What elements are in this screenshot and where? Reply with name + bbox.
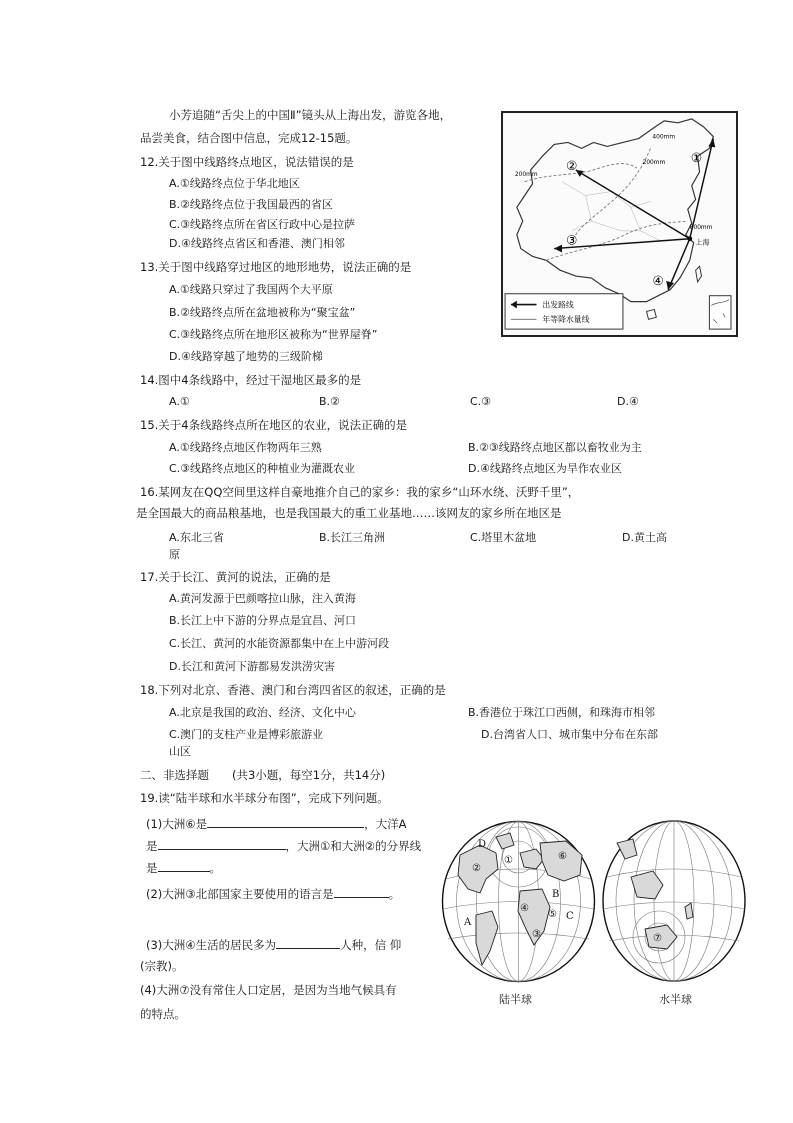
land-label-a: A bbox=[464, 917, 472, 928]
route-2-label: ② bbox=[565, 158, 578, 174]
question-19-stem: 19.读“陆半球和水半球分布图”，完成下列问题。 bbox=[140, 791, 389, 805]
route-2-line bbox=[576, 170, 690, 239]
china-map-svg bbox=[503, 113, 736, 335]
q12-option-c[interactable]: C.③线路终点所在省区行政中心是拉萨 bbox=[169, 218, 356, 231]
isoline-400-label: 400mm bbox=[652, 134, 676, 141]
isoline-200a-label: 200mm bbox=[514, 171, 538, 178]
land-label-2: ② bbox=[472, 863, 481, 874]
route-4-arrowhead bbox=[666, 281, 674, 290]
land-label-b: B bbox=[552, 889, 560, 900]
section-2-info: (共3小题，每空1分，共14分) bbox=[232, 768, 386, 782]
q19-part-4-line-1: (4)大洲⑦没有常住人口定居，是因为当地气候具有 bbox=[140, 983, 397, 997]
taiwan-island bbox=[696, 266, 702, 282]
q18-option-d-wrap: 山区 bbox=[169, 745, 191, 758]
q14-option-d[interactable]: D.④ bbox=[617, 395, 639, 408]
land-label-c: C bbox=[566, 911, 574, 922]
land-hemisphere-globe bbox=[440, 819, 597, 984]
q19-part-3-line-2: (宗教)。 bbox=[140, 959, 184, 973]
question-18-stem: 18.下列对北京、香港、澳门和台湾四省区的叙述，正确的是 bbox=[140, 683, 446, 697]
q19-p3-label: (3)大洲④生活的居民多为 bbox=[146, 938, 277, 952]
q15-option-c[interactable]: C.③线路终点地区的种植业为灌溉农业 bbox=[169, 462, 356, 475]
water-hemisphere-svg bbox=[601, 819, 747, 983]
q12-option-d[interactable]: D.④线路终点省区和香港、澳门相邻 bbox=[169, 237, 345, 250]
isoline-200b-label: 200mm bbox=[642, 160, 666, 167]
q16-option-a[interactable]: A.东北三省 bbox=[169, 531, 224, 544]
q19-part-3-line-1 bbox=[146, 936, 401, 952]
q19-blank-ocean-a[interactable] bbox=[158, 837, 286, 850]
q12-option-a[interactable]: A.①线路终点位于华北地区 bbox=[169, 177, 300, 190]
q15-option-b[interactable]: B.②③线路终点地区都以畜牧业为主 bbox=[468, 441, 642, 454]
question-16-stem: 16.某网友在QQ空间里这样自豪地推介自己的家乡：我的家乡“山环水绕、沃野千里”， bbox=[140, 485, 580, 499]
q18-option-a[interactable]: A.北京是我国的政治、经济、文化中心 bbox=[169, 706, 356, 719]
q19-p1-is: 是 bbox=[146, 839, 158, 853]
water-hemisphere-globe bbox=[601, 819, 747, 983]
q17-option-b[interactable]: B.长江上中下游的分界点是宜昌、河口 bbox=[169, 614, 357, 627]
q14-option-b[interactable]: B.② bbox=[319, 395, 340, 408]
q18-option-c[interactable]: C.澳门的支柱产业是博彩旅游业 bbox=[169, 728, 324, 741]
water-hemisphere-caption: 水半球 bbox=[659, 993, 692, 1006]
q15-option-a[interactable]: A.①线路终点地区作物两年三熟 bbox=[169, 441, 322, 454]
q18-option-d[interactable]: D.台湾省人口、城市集中分布在东部 bbox=[481, 728, 658, 741]
q19-p1-is-2: 是 bbox=[146, 861, 158, 875]
q12-option-b[interactable]: B.②线路终点位于我国最西的省区 bbox=[169, 198, 333, 211]
q13-option-d[interactable]: D.④线路穿越了地势的三级阶梯 bbox=[169, 350, 323, 363]
isoline-800-label: 800mm bbox=[689, 224, 713, 231]
question-12-stem: 12.关于图中线路终点地区，说法错误的是 bbox=[140, 155, 354, 169]
hainan-island bbox=[647, 309, 657, 319]
q19-p1-boundary: ，大洲①和大洲②的分界线 bbox=[285, 839, 422, 853]
shanghai-label: 上海 bbox=[695, 238, 710, 247]
route-4-label: ④ bbox=[652, 273, 664, 289]
question-14-stem: 14.图中4条线路中，经过干湿地区最多的是 bbox=[140, 373, 362, 387]
question-13-stem: 13.关于图中线路穿过地区的地形地势，说法正确的是 bbox=[140, 260, 412, 274]
q13-option-c[interactable]: C.③线路终点所在地形区被称为“世界屋脊” bbox=[169, 328, 378, 341]
q19-part-2 bbox=[146, 885, 400, 901]
q14-option-c[interactable]: C.③ bbox=[470, 395, 492, 408]
land-label-6: ⑥ bbox=[558, 851, 567, 862]
q17-option-c[interactable]: C.长江、黄河的水能资源都集中在上中游河段 bbox=[169, 637, 390, 650]
q13-option-b[interactable]: B.②线路终点所在盆地被称为“聚宝盆” bbox=[169, 306, 356, 319]
legend-isoline-label: 年等降水量线 bbox=[542, 315, 590, 325]
section-2-heading: 二、非选择题 bbox=[140, 768, 209, 782]
route-3-label: ③ bbox=[565, 233, 578, 249]
water-label-7: ⑦ bbox=[653, 933, 662, 944]
q19-p1-ocean-a: ，大洋A bbox=[364, 817, 407, 831]
china-outline bbox=[514, 119, 713, 302]
china-route-map bbox=[501, 111, 738, 337]
q19-blank-race[interactable] bbox=[276, 936, 340, 949]
q19-part-4-line-2: 的特点。 bbox=[140, 1007, 186, 1021]
question-17-stem: 17.关于长江、黄河的说法，正确的是 bbox=[140, 570, 331, 584]
q18-option-b[interactable]: B.香港位于珠江口西侧，和珠海市相邻 bbox=[468, 706, 656, 719]
q16-option-c[interactable]: C.塔里木盆地 bbox=[470, 531, 537, 544]
q16-option-d-wrap: 原 bbox=[169, 548, 180, 561]
q19-p1-end: 。 bbox=[209, 861, 221, 875]
q19-blank-boundary[interactable] bbox=[158, 859, 210, 872]
land-label-1: ① bbox=[504, 855, 513, 866]
land-hemisphere-caption: 陆半球 bbox=[499, 993, 532, 1006]
q17-option-d[interactable]: D.长江和黄河下游都易发洪涝灾害 bbox=[169, 660, 335, 673]
q19-part-1-line-2 bbox=[146, 837, 421, 853]
q16-option-b[interactable]: B.长江三角洲 bbox=[319, 531, 386, 544]
q19-p2-label: (2)大洲③北部国家主要使用的语言是 bbox=[146, 887, 334, 901]
land-label-4: ④ bbox=[520, 903, 529, 914]
q16-option-d[interactable]: D.黄土高 bbox=[622, 531, 667, 544]
intro-line-2: 品尝美食，结合图中信息，完成12-15题。 bbox=[140, 131, 358, 145]
route-1-label: ① bbox=[690, 151, 703, 167]
route-4-line bbox=[668, 239, 690, 290]
q19-part-1-line-3 bbox=[146, 859, 221, 875]
q19-blank-continent-6[interactable] bbox=[207, 815, 364, 828]
q14-option-a[interactable]: A.① bbox=[169, 395, 190, 408]
land-hemisphere-svg bbox=[440, 819, 597, 984]
intro-line-1: 小芳追随“舌尖上的中国Ⅱ”镜头从上海出发，游览各地， bbox=[169, 108, 452, 122]
legend-route-label: 出发路线 bbox=[542, 300, 574, 310]
q19-part-1-line-1 bbox=[146, 815, 406, 831]
land-label-5: ⑤ bbox=[548, 909, 557, 920]
q17-option-a[interactable]: A.黄河发源于巴颜喀拉山脉，注入黄海 bbox=[169, 592, 356, 605]
south-china-sea-inset bbox=[709, 296, 731, 329]
question-16-stem-2: 是全国最大的商品粮基地，也是我国最大的重工业基地……该网友的家乡所在地区是 bbox=[136, 506, 562, 520]
question-15-stem: 15.关于4条线路终点所在地区的农业，说法正确的是 bbox=[140, 418, 408, 432]
land-label-d: D bbox=[478, 839, 487, 850]
q13-option-a[interactable]: A.①线路只穿过了我国两个大平原 bbox=[169, 283, 333, 296]
route-3-arrowhead bbox=[554, 245, 562, 253]
q19-p1-label: (1)大洲⑥是 bbox=[146, 817, 208, 831]
land-label-3: ③ bbox=[532, 929, 541, 940]
q19-p3-belief: 人种，信 仰 bbox=[340, 938, 402, 952]
q19-blank-language[interactable] bbox=[334, 885, 389, 898]
q15-option-d[interactable]: D.④线路终点地区为旱作农业区 bbox=[468, 462, 622, 475]
q19-p2-end: 。 bbox=[388, 887, 401, 901]
